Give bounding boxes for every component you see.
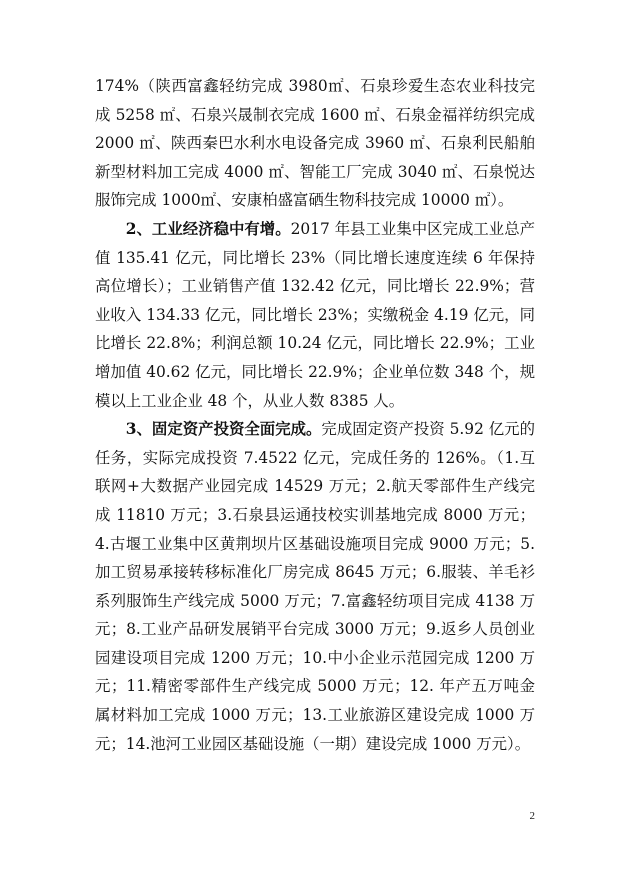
- paragraph-1-body: 174%（陕西富鑫轻纺完成 3980㎡、石泉珍爱生态农业科技完成 5258 ㎡、石泉兴晟制衣完成 1600 ㎡、石泉金福祥纺织完成 2000 ㎡、陕西秦巴水利水电设备完成 3960 ㎡、石泉利民船舶新型材料加工完成 4000 ㎡、智能工厂完成 3040 ㎡、石泉悦达服饰完成 1000㎡、安康柏盛富硒生物科技完成 10000 ㎡）。: [95, 77, 535, 210]
- paragraph-2-body: 2017 年县工业集中区完成工业总产值 135.41 亿元，同比增长 23%（同比增长速度连续 6 年保持高位增长）；工业销售产值 132.42 亿元，同比增长 22.9%；营业收入 134.33 亿元，同比增长 23%；实缴税金 4.19 亿元，同比增长 22.8%；利润总额 10.24 亿元，同比增长 22.9%；工业增加值 40.62 亿元，同比增长 22.9%；企业单位数 348 个，规模以上工业企业 48 个，从业人数 8385 人。: [95, 219, 536, 410]
- paragraph-2-heading: 2、工业经济稳中有增。: [125, 219, 291, 238]
- paragraph-3-heading: 3、固定资产投资全面完成。: [125, 420, 322, 439]
- paragraph-4-body: （1.互联网+大数据产业园完成 14529 万元；2.航天零部件生产线完成 11810 万元；3.石泉县运通技校实训基地完成 8000 万元；4.古堰工业集中区黄荆坝片区基础设施项目完成 9000 万元；5.加工贸易承接转移标准化厂房完成 8645 万元；6.服装、羊毛衫系列服饰生产线完成 5000 万元；7.富鑫轻纺项目完成 4138 万元；8.工业产品研发展销平台完成 3000 万元；9.返乡人员创业园建设项目完成 1200 万元；10.中小企业示范园完成 1200 万元；11.精密零部件生产线完成 5000 万元；12. 年产五万吨金属材料加工完成 1000 万元；13.工业旅游区建设完成 1000 万元；14.池河工业园区基础设施（一期）建设完成 1000 万元）。: [95, 448, 536, 753]
- body-text: [95, 72, 535, 758]
- paragraph-3: [95, 415, 535, 758]
- paragraph-3-body: 完成固定资产投资 5.92 亿元的任务，实际完成投资 7.4522 亿元，完成任务的 126%。: [95, 420, 535, 467]
- page-number: 2: [529, 810, 535, 822]
- paragraph-1: [95, 72, 535, 215]
- paragraph-2: [95, 215, 535, 415]
